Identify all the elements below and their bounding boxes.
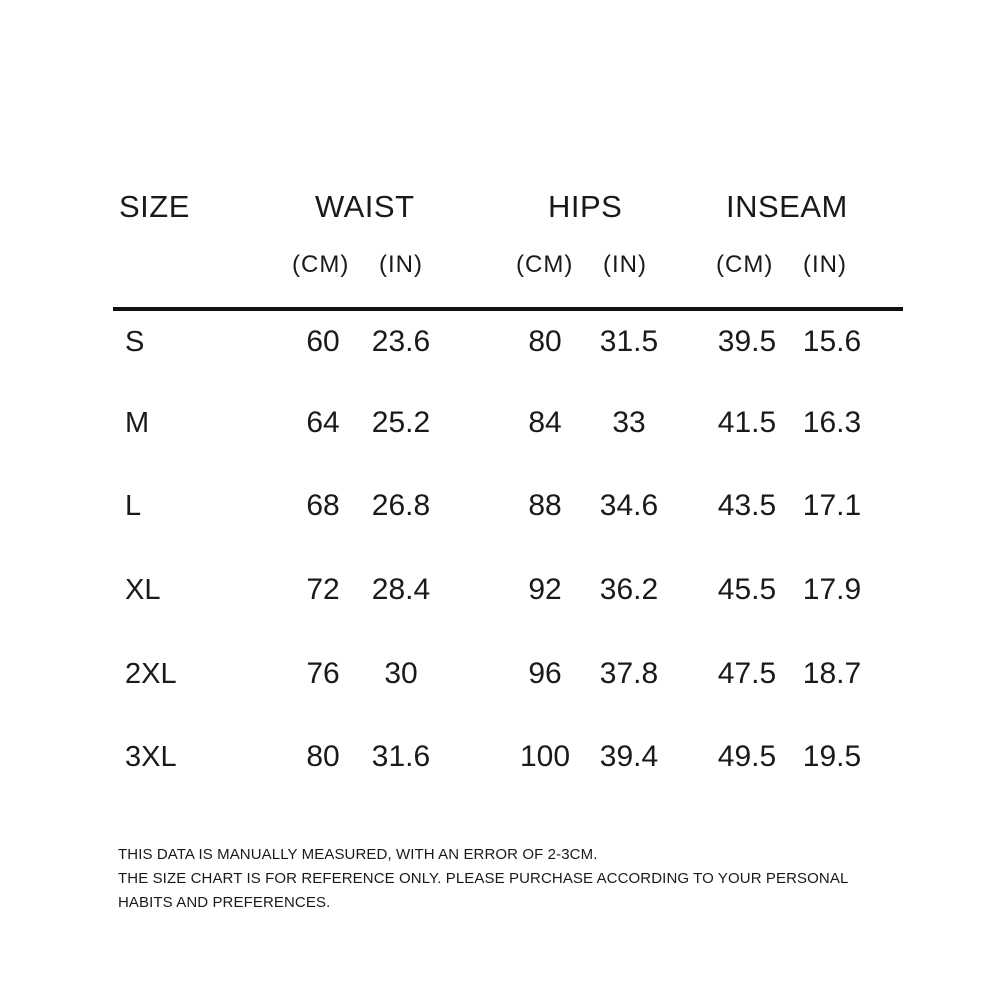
cell-waist-cm: 76 — [306, 657, 340, 690]
header-size: SIZE — [119, 189, 190, 224]
cell-inseam-cm: 49.5 — [717, 740, 777, 773]
note-line-3: HABITS AND PREFERENCES. — [118, 894, 331, 911]
cell-hips-cm: 84 — [528, 406, 562, 439]
note-line-1: THIS DATA IS MANUALLY MEASURED, WITH AN ERROR OF 2-3CM. — [118, 846, 598, 863]
cell-size: XL — [125, 574, 161, 606]
cell-waist-in: 25.2 — [371, 406, 431, 439]
cell-inseam-in: 18.7 — [802, 657, 862, 690]
cell-hips-in: 31.5 — [599, 325, 659, 358]
cell-inseam-in: 17.1 — [802, 489, 862, 522]
header-inseam: INSEAM — [726, 189, 848, 224]
cell-hips-in: 34.6 — [599, 489, 659, 522]
unit-hips-cm: (CM) — [516, 251, 574, 278]
unit-inseam-cm: (CM) — [716, 251, 774, 278]
cell-hips-cm: 80 — [528, 325, 562, 358]
cell-hips-in: 37.8 — [599, 657, 659, 690]
cell-waist-cm: 60 — [306, 325, 340, 358]
cell-waist-cm: 72 — [306, 573, 340, 606]
cell-inseam-in: 19.5 — [802, 740, 862, 773]
cell-inseam-in: 16.3 — [802, 406, 862, 439]
cell-hips-in: 33 — [612, 406, 646, 439]
cell-size: M — [125, 407, 150, 439]
cell-inseam-in: 15.6 — [802, 325, 862, 358]
cell-waist-in: 28.4 — [371, 573, 431, 606]
cell-inseam-in: 17.9 — [802, 573, 862, 606]
cell-waist-cm: 80 — [306, 740, 340, 773]
cell-size: S — [125, 326, 145, 358]
header-waist: WAIST — [315, 189, 415, 224]
cell-waist-cm: 68 — [306, 489, 340, 522]
cell-inseam-cm: 45.5 — [717, 573, 777, 606]
cell-hips-cm: 96 — [528, 657, 562, 690]
cell-waist-in: 30 — [384, 657, 418, 690]
cell-size: 2XL — [125, 658, 177, 690]
note-line-2: THE SIZE CHART IS FOR REFERENCE ONLY. PLEASE PURCHASE ACCORDING TO YOUR PERSONAL — [118, 870, 849, 887]
header-hips: HIPS — [548, 189, 623, 224]
cell-waist-in: 23.6 — [371, 325, 431, 358]
cell-hips-in: 36.2 — [599, 573, 659, 606]
cell-size: L — [125, 490, 142, 522]
unit-hips-in: (IN) — [603, 251, 647, 278]
cell-hips-cm: 88 — [528, 489, 562, 522]
cell-inseam-cm: 39.5 — [717, 325, 777, 358]
header-divider — [113, 307, 903, 311]
cell-hips-in: 39.4 — [599, 740, 659, 773]
cell-inseam-cm: 47.5 — [717, 657, 777, 690]
cell-size: 3XL — [125, 741, 177, 773]
cell-waist-cm: 64 — [306, 406, 340, 439]
unit-waist-cm: (CM) — [292, 251, 350, 278]
cell-inseam-cm: 43.5 — [717, 489, 777, 522]
cell-hips-cm: 92 — [528, 573, 562, 606]
cell-waist-in: 31.6 — [371, 740, 431, 773]
cell-waist-in: 26.8 — [371, 489, 431, 522]
unit-waist-in: (IN) — [379, 251, 423, 278]
cell-hips-cm: 100 — [519, 740, 571, 773]
cell-inseam-cm: 41.5 — [717, 406, 777, 439]
unit-inseam-in: (IN) — [803, 251, 847, 278]
